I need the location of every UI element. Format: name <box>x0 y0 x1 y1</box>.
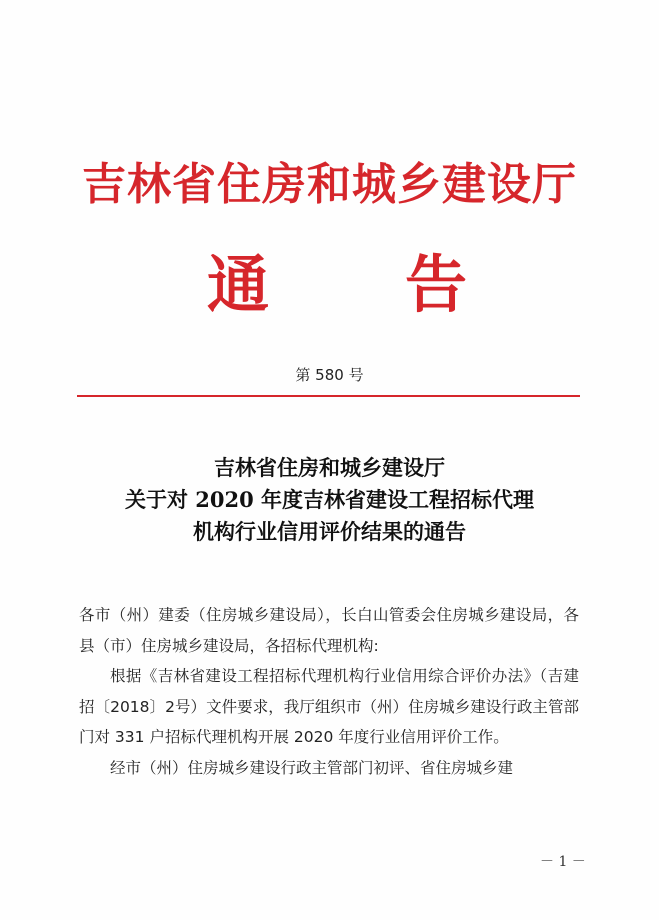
page-number: － 1 － <box>540 854 586 870</box>
document-body <box>79 600 579 783</box>
addressee-paragraph: 各市（州）建委（住房城乡建设局），长白山管委会住房城乡建设局，各县（市）住房城乡建设局，各招标代理机构: <box>79 606 579 655</box>
subject-line-1: 吉林省住房和城乡建设厅 <box>214 455 445 480</box>
document-number: 第 580 号 <box>295 366 364 384</box>
subject-line-3: 机构行业信用评价结果的通告 <box>193 519 466 544</box>
notice-title <box>207 248 467 321</box>
issuing-organization-header: 吉林省住房和城乡建设厅 <box>82 159 577 210</box>
body-paragraph-2: 经市（州）住房城乡建设行政主管部门初评、省住房城乡建 <box>110 758 514 777</box>
subject-line-2: 关于对 2020 年度吉林省建设工程招标代理 <box>124 487 535 512</box>
document-subject <box>0 452 659 548</box>
red-divider-line <box>77 395 580 397</box>
body-paragraph-1: 根据《吉林省建设工程招标代理机构行业信用综合评价办法》（吉建招〔2018〕2号）文件要求，我厅组织市（州）住房城乡建设行政主管部门对 331 户招标代理机构开展 2020 年度行业信用评价工作。 <box>79 667 579 746</box>
notice-title-char-1: 通 <box>207 248 270 321</box>
notice-title-char-2: 告 <box>404 248 467 321</box>
